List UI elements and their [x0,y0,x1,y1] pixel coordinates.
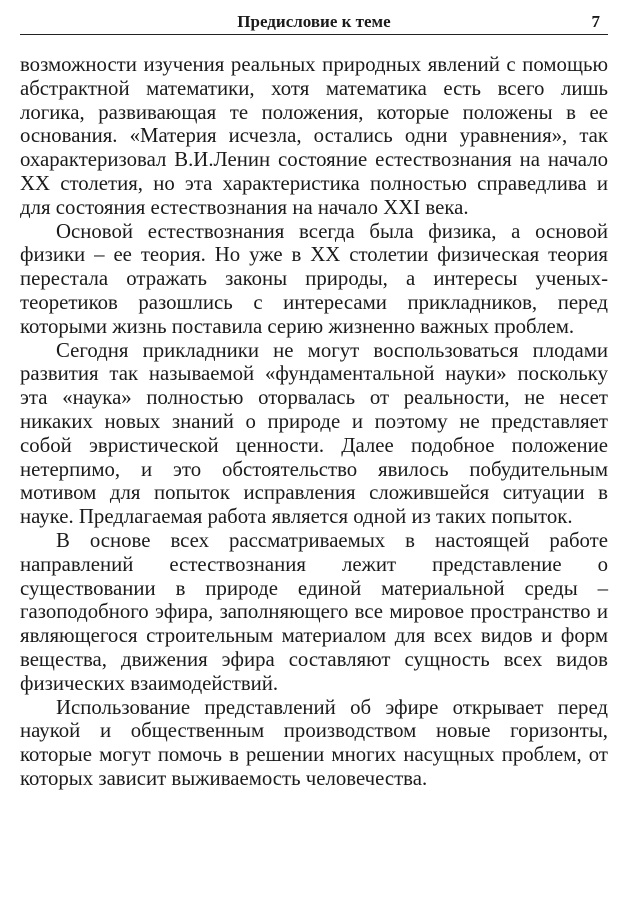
paragraph: В основе всех рассматриваемых в настоящей работе направлений естествознания лежит представление о существовании в природе единой материальной среды – газоподобного эфира, заполняющего все мировое пространство и являющегося строительным материалом для всех видов и форм вещества, движения эфира составляют сущность всех видов физических взаимодействий. [20,528,608,695]
paragraph: Сегодня прикладники не могут воспользоваться плодами развития так называемой «фундаментальной науки» поскольку эта «наука» полностью оторвалась от реальности, не несет никаких новых знаний о природе и поэтому не представляет собой эвристической ценности. Далее подобное положение нетерпимо, и это обстоятельство явилось побудительным мотивом для попыток исправления сложившейся ситуации в науке. Предлагаемая работа является одной из таких попыток. [20,338,608,529]
page-number: 7 [591,12,600,31]
book-page [20,8,608,791]
paragraph: Использование представлений об эфире открывает перед наукой и общественным производством новые горизонты, которые могут помочь в решении многих насущных проблем, от которых зависит выживаемость человечества. [20,695,608,790]
body-text [20,53,608,791]
paragraph-continued: возможности изучения реальных природных явлений с помощью абстрактной математики, хотя математика есть всего лишь логика, развивающая те положения, которые положены в ее основания. «Материя исчезла, остались одни уравнения», так охарактеризовал В.И.Ленин состояние естествознания на начало XX столетия, но эта характеристика полностью справедлива и для состояния естествознания на начало XXI века. [20,53,608,219]
running-header [20,8,608,35]
paragraph: Основой естествознания всегда была физика, а основой физики – ее теория. Но уже в XX столетии физическая теория перестала отражать законы природы, а интересы ученых-теоретиков разошлись с интересами прикладников, перед которыми жизнь поставила серию жизненно важных проблем. [20,219,608,338]
header-title: Предисловие к теме [237,12,391,31]
